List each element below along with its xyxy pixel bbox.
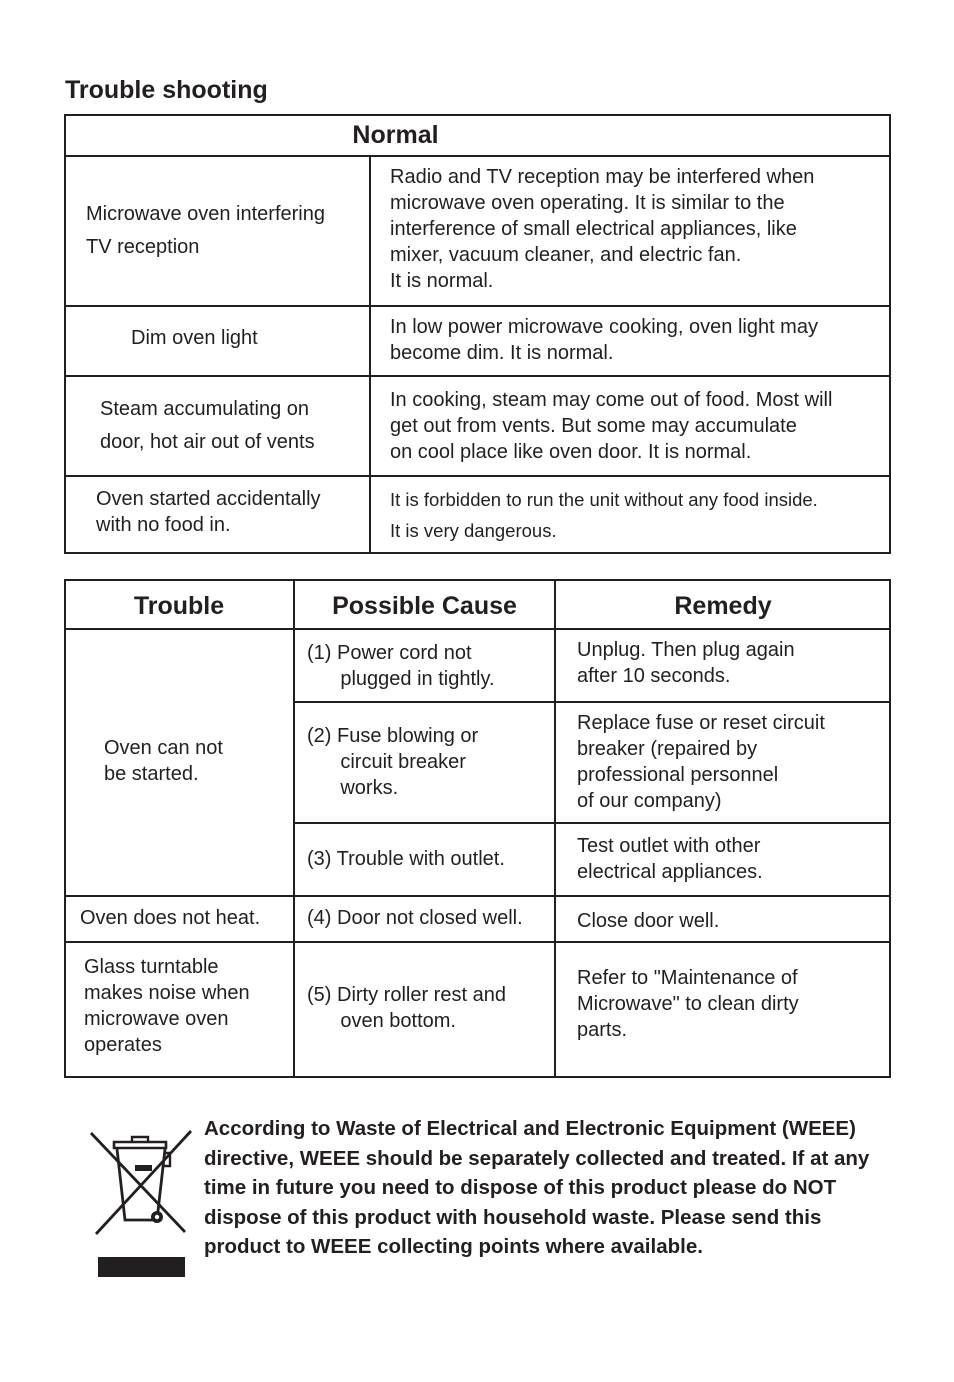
normal-situation: Microwave oven interfering TV reception	[86, 203, 325, 258]
divider	[64, 375, 891, 377]
divider	[64, 305, 891, 307]
normal-situation: Dim oven light	[131, 327, 258, 349]
remedy-cell: Replace fuse or reset circuit breaker (repaired by professional personnel of our company)	[577, 712, 825, 812]
divider	[64, 475, 891, 477]
normal-explanation: In cooking, steam may come out of food. Most will get out from vents. But some may accumulate on cool place like oven door. It is normal.	[390, 389, 833, 463]
normal-explanation: It is forbidden to run the unit without any food inside. It is very dangerous.	[390, 489, 818, 541]
normal-table-header: Normal	[352, 121, 439, 149]
cause-cell: (3) Trouble with outlet.	[307, 848, 505, 870]
remedy-cell: Test outlet with other electrical appliances.	[577, 835, 763, 883]
divider	[554, 579, 556, 1078]
divider	[293, 701, 891, 703]
divider	[64, 941, 891, 943]
cause-cell: (4) Door not closed well.	[307, 907, 523, 929]
remedy-cell: Refer to "Maintenance of Microwave" to clean dirty parts.	[577, 967, 799, 1041]
crossed-out-wheelie-bin-icon	[88, 1128, 194, 1280]
normal-explanation: Radio and TV reception may be interfered when microwave oven operating. It is similar to the interference of small electrical appliances, like mixer, vacuum cleaner, and electric fan. It is normal.	[390, 166, 815, 292]
header-trouble: Trouble	[133, 592, 225, 620]
trouble-cell: Oven does not heat.	[80, 907, 261, 929]
remedy-cell: Unplug. Then plug again after 10 seconds.	[577, 639, 795, 687]
remedy-cell: Close door well.	[577, 910, 720, 932]
trouble-cell: Oven can not be started.	[104, 737, 223, 785]
divider	[64, 155, 891, 157]
divider	[293, 822, 891, 824]
divider	[369, 155, 371, 554]
divider	[293, 579, 295, 1078]
cause-cell: (5) Dirty roller rest and oven bottom.	[307, 984, 506, 1032]
cause-cell: (2) Fuse blowing or circuit breaker works.	[307, 725, 479, 799]
cause-cell: (1) Power cord not plugged in tightly.	[307, 642, 495, 690]
header-remedy: Remedy	[674, 592, 772, 620]
normal-situation: Steam accumulating on door, hot air out of vents	[100, 398, 315, 453]
divider	[64, 628, 891, 630]
normal-situation: Oven started accidentally with no food in.	[96, 488, 321, 536]
weee-text: According to Waste of Electrical and Electronic Equipment (WEEE) directive, WEEE should be separately collected and treated. If at any time in future you need to dispose of this product please do NOT dispose of this product with household waste. Please send this product to WEEE collecting points where available.	[204, 1117, 870, 1259]
divider	[64, 895, 891, 897]
page-title: Trouble shooting	[65, 76, 268, 104]
normal-explanation: In low power microwave cooking, oven light may become dim. It is normal.	[390, 316, 818, 364]
trouble-cell: Glass turntable makes noise when microwave oven operates	[84, 956, 250, 1056]
header-cause: Possible Cause	[332, 592, 517, 620]
